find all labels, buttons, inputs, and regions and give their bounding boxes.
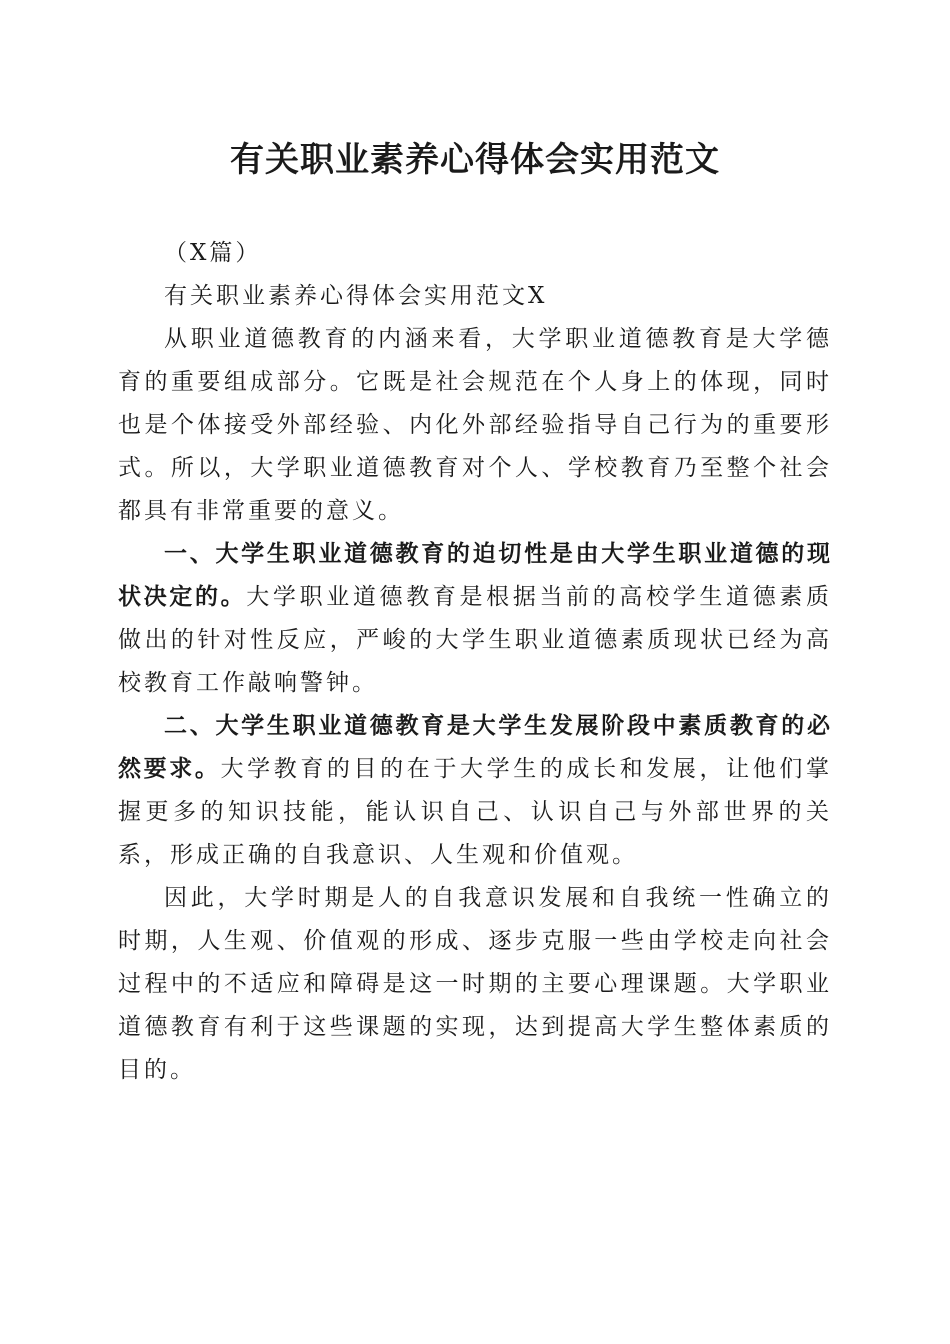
- document-title: 有关职业素养心得体会实用范文: [230, 140, 720, 180]
- section-2-text: 大学教育的目的在于大学生的成长和发展，让他们掌握更多的知识技能，能认识自己、认识自己与外部世界的关系，形成正确的自我意识、人生观和价值观。: [118, 756, 833, 868]
- subtitle: 有关职业素养心得体会实用范文X: [164, 283, 548, 309]
- count-note: （X篇）: [164, 240, 262, 266]
- section-1-text: 大学职业道德教育是根据当前的高校学生道德素质做出的针对性反应，严峻的大学生职业道德素质现状已经为高校教育工作敲响警钟。: [118, 584, 833, 696]
- document-body: [118, 232, 832, 1092]
- section-1-heading: 一、大学生职业道德教育的迫切性是由大学生职业道德的现状决定的。: [118, 541, 832, 610]
- section-2-heading: 二、大学生职业道德教育是大学生发展阶段中素质教育的必然要求。: [118, 713, 832, 782]
- paragraph-intro: 从职业道德教育的内涵来看，大学职业道德教育是大学德育的重要组成部分。它既是社会规范在个人身上的体现，同时也是个体接受外部经验、内化外部经验指导自己行为的重要形式。所以，大学职业道德教育对个人、学校教育乃至整个社会都具有非常重要的意义。: [118, 326, 832, 524]
- paragraph-section-2: [118, 705, 832, 877]
- paragraph-section-1: [118, 533, 832, 705]
- paragraph-conclusion: 因此，大学时期是人的自我意识发展和自我统一性确立的时期，人生观、价值观的形成、逐步克服一些由学校走向社会过程中的不适应和障碍是这一时期的主要心理课题。大学职业道德教育有利于这些课题的实现，达到提高大学生整体素质的目的。: [118, 885, 832, 1083]
